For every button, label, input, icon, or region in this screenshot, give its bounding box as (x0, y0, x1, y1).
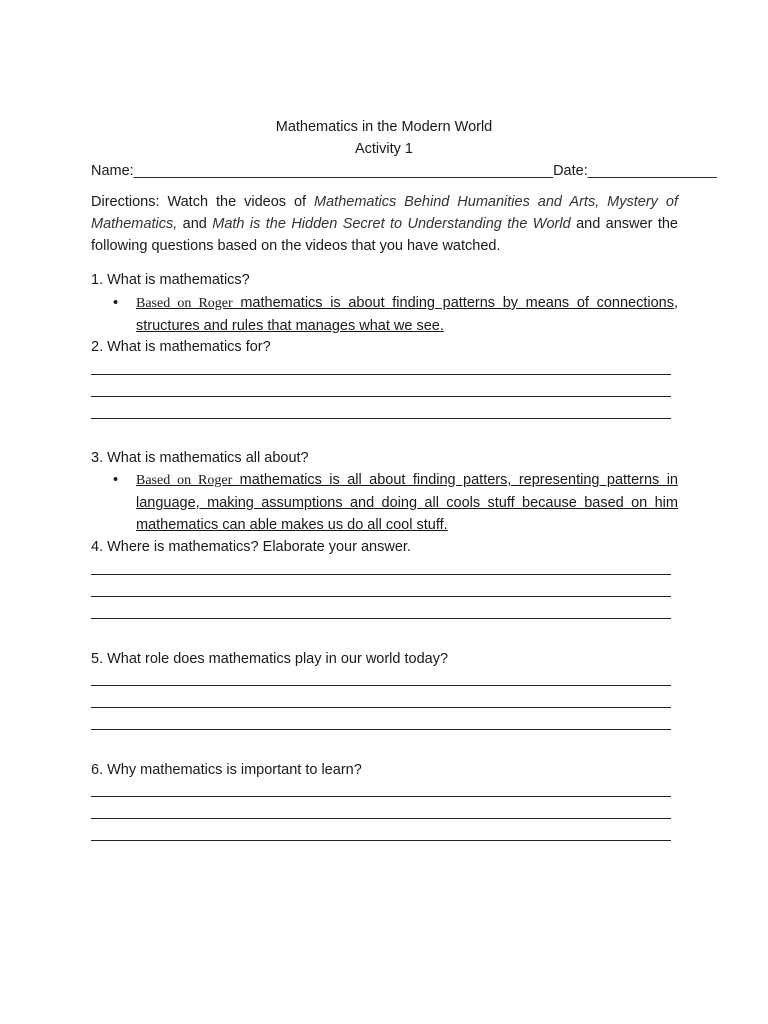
answer-line[interactable] (91, 685, 671, 686)
question-6: 6. Why mathematics is important to learn? (91, 762, 362, 778)
answer-line[interactable] (91, 374, 671, 375)
bullet-icon: • (113, 295, 119, 311)
answer-line[interactable] (91, 396, 671, 397)
activity-label: Activity 1 (354, 141, 413, 157)
answer-line[interactable] (91, 796, 671, 797)
answer-1-text: mathematics is about finding patterns by means of connections, structures and rules that manages what we see. (136, 295, 678, 334)
question-3: 3. What is mathematics all about? (91, 450, 309, 466)
answer-line[interactable] (91, 418, 671, 419)
answer-line[interactable] (91, 818, 671, 819)
answer-line[interactable] (91, 596, 671, 597)
directions-and: and (177, 216, 213, 232)
answer-3[interactable] (113, 469, 678, 536)
date-blank[interactable]: ________________ (587, 163, 717, 179)
directions-paragraph (91, 191, 678, 257)
date-label: Date: (553, 163, 588, 179)
answer-1[interactable] (113, 292, 678, 337)
name-label: Name: (91, 163, 134, 179)
question-4: 4. Where is mathematics? Elaborate your answer. (91, 539, 411, 555)
answer-line[interactable] (91, 707, 671, 708)
question-2: 2. What is mathematics for? (91, 339, 271, 355)
answer-line[interactable] (91, 729, 671, 730)
worksheet-header (0, 116, 768, 160)
answer-3-prefix: Based on Roger (136, 473, 233, 488)
video-title-1: Mathematics Behind Humanities and Arts, Mystery of Mathematics, (91, 194, 678, 232)
question-1: 1. What is mathematics? (91, 272, 250, 288)
answer-1-prefix: Based on Roger (136, 296, 233, 311)
worksheet-title: Mathematics in the Modern World (275, 119, 493, 135)
answer-3-text: mathematics is all about finding patters, representing patterns in language, making assumptions and doing all cools stuff because based on him mathematics can able makes us do all cool stuff. (136, 472, 678, 533)
name-date-row (91, 160, 717, 182)
name-blank[interactable]: ____________________________________________________ (133, 163, 554, 179)
question-5: 5. What role does mathematics play in our world today? (91, 651, 449, 667)
answer-line[interactable] (91, 574, 671, 575)
bullet-icon: • (113, 472, 119, 488)
answer-line[interactable] (91, 840, 671, 841)
video-title-2: Math is the Hidden Secret to Understanding the World (212, 216, 571, 232)
directions-lead: Directions: Watch the videos of (91, 194, 315, 210)
directions-tail: and answer the following questions based on the videos that you have watched. (91, 216, 678, 254)
answer-line[interactable] (91, 618, 671, 619)
